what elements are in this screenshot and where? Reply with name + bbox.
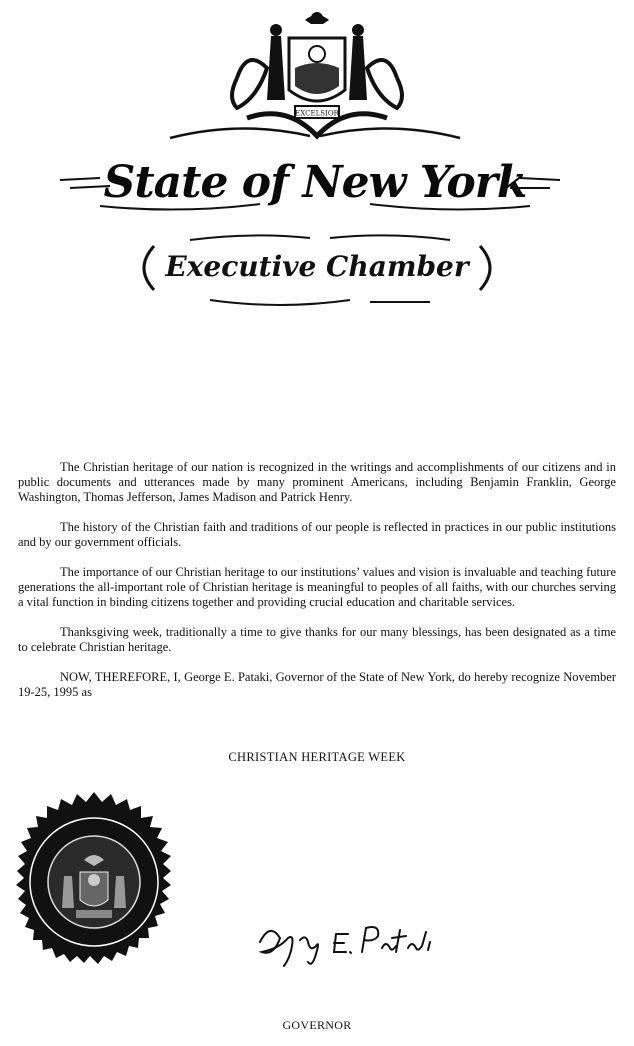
proclamation-body [18,460,616,714]
whereas-paragraph-4: Thanksgiving week, traditionally a time to give thanks for our many blessings, has been designated as a time to celebrate Christian heritage. [18,625,616,654]
document-title: State of New York [103,157,527,208]
signatory-title: GOVERNOR [282,1018,352,1032]
crest-motto: EXCELSIOR [295,109,339,118]
whereas-paragraph-3: The importance of our Christian heritage to our institutions’ values and vision is invaluable and teaching future generations the all-important role of Christian heritage is meaningful to peoples of all faiths, with our churches serving a vital function in binding citizens together and providing crucial education and charitable services. [18,565,616,609]
document-subtitle: Executive Chamber [165,250,469,283]
proclaimed-observance: CHRISTIAN HERITAGE WEEK [228,750,406,764]
whereas-paragraph-2: The history of the Christian faith and traditions of our people is reflected in practices in our public institutions and by our government officials. [18,520,616,549]
governor-signature [250,912,440,972]
great-seal [0,790,188,970]
proclamation-statement: NOW, THEREFORE, I, George E. Pataki, Governor of the State of New York, do hereby recognize November 19-25, 1995 as [18,670,616,699]
whereas-paragraph-1: The Christian heritage of our nation is recognized in the writings and accomplishments of our citizens and in public documents and utterances made by many prominent Americans, including Benjamin Franklin, George Washington, Thomas Jefferson, James Madison and Patrick Henry. [18,460,616,504]
